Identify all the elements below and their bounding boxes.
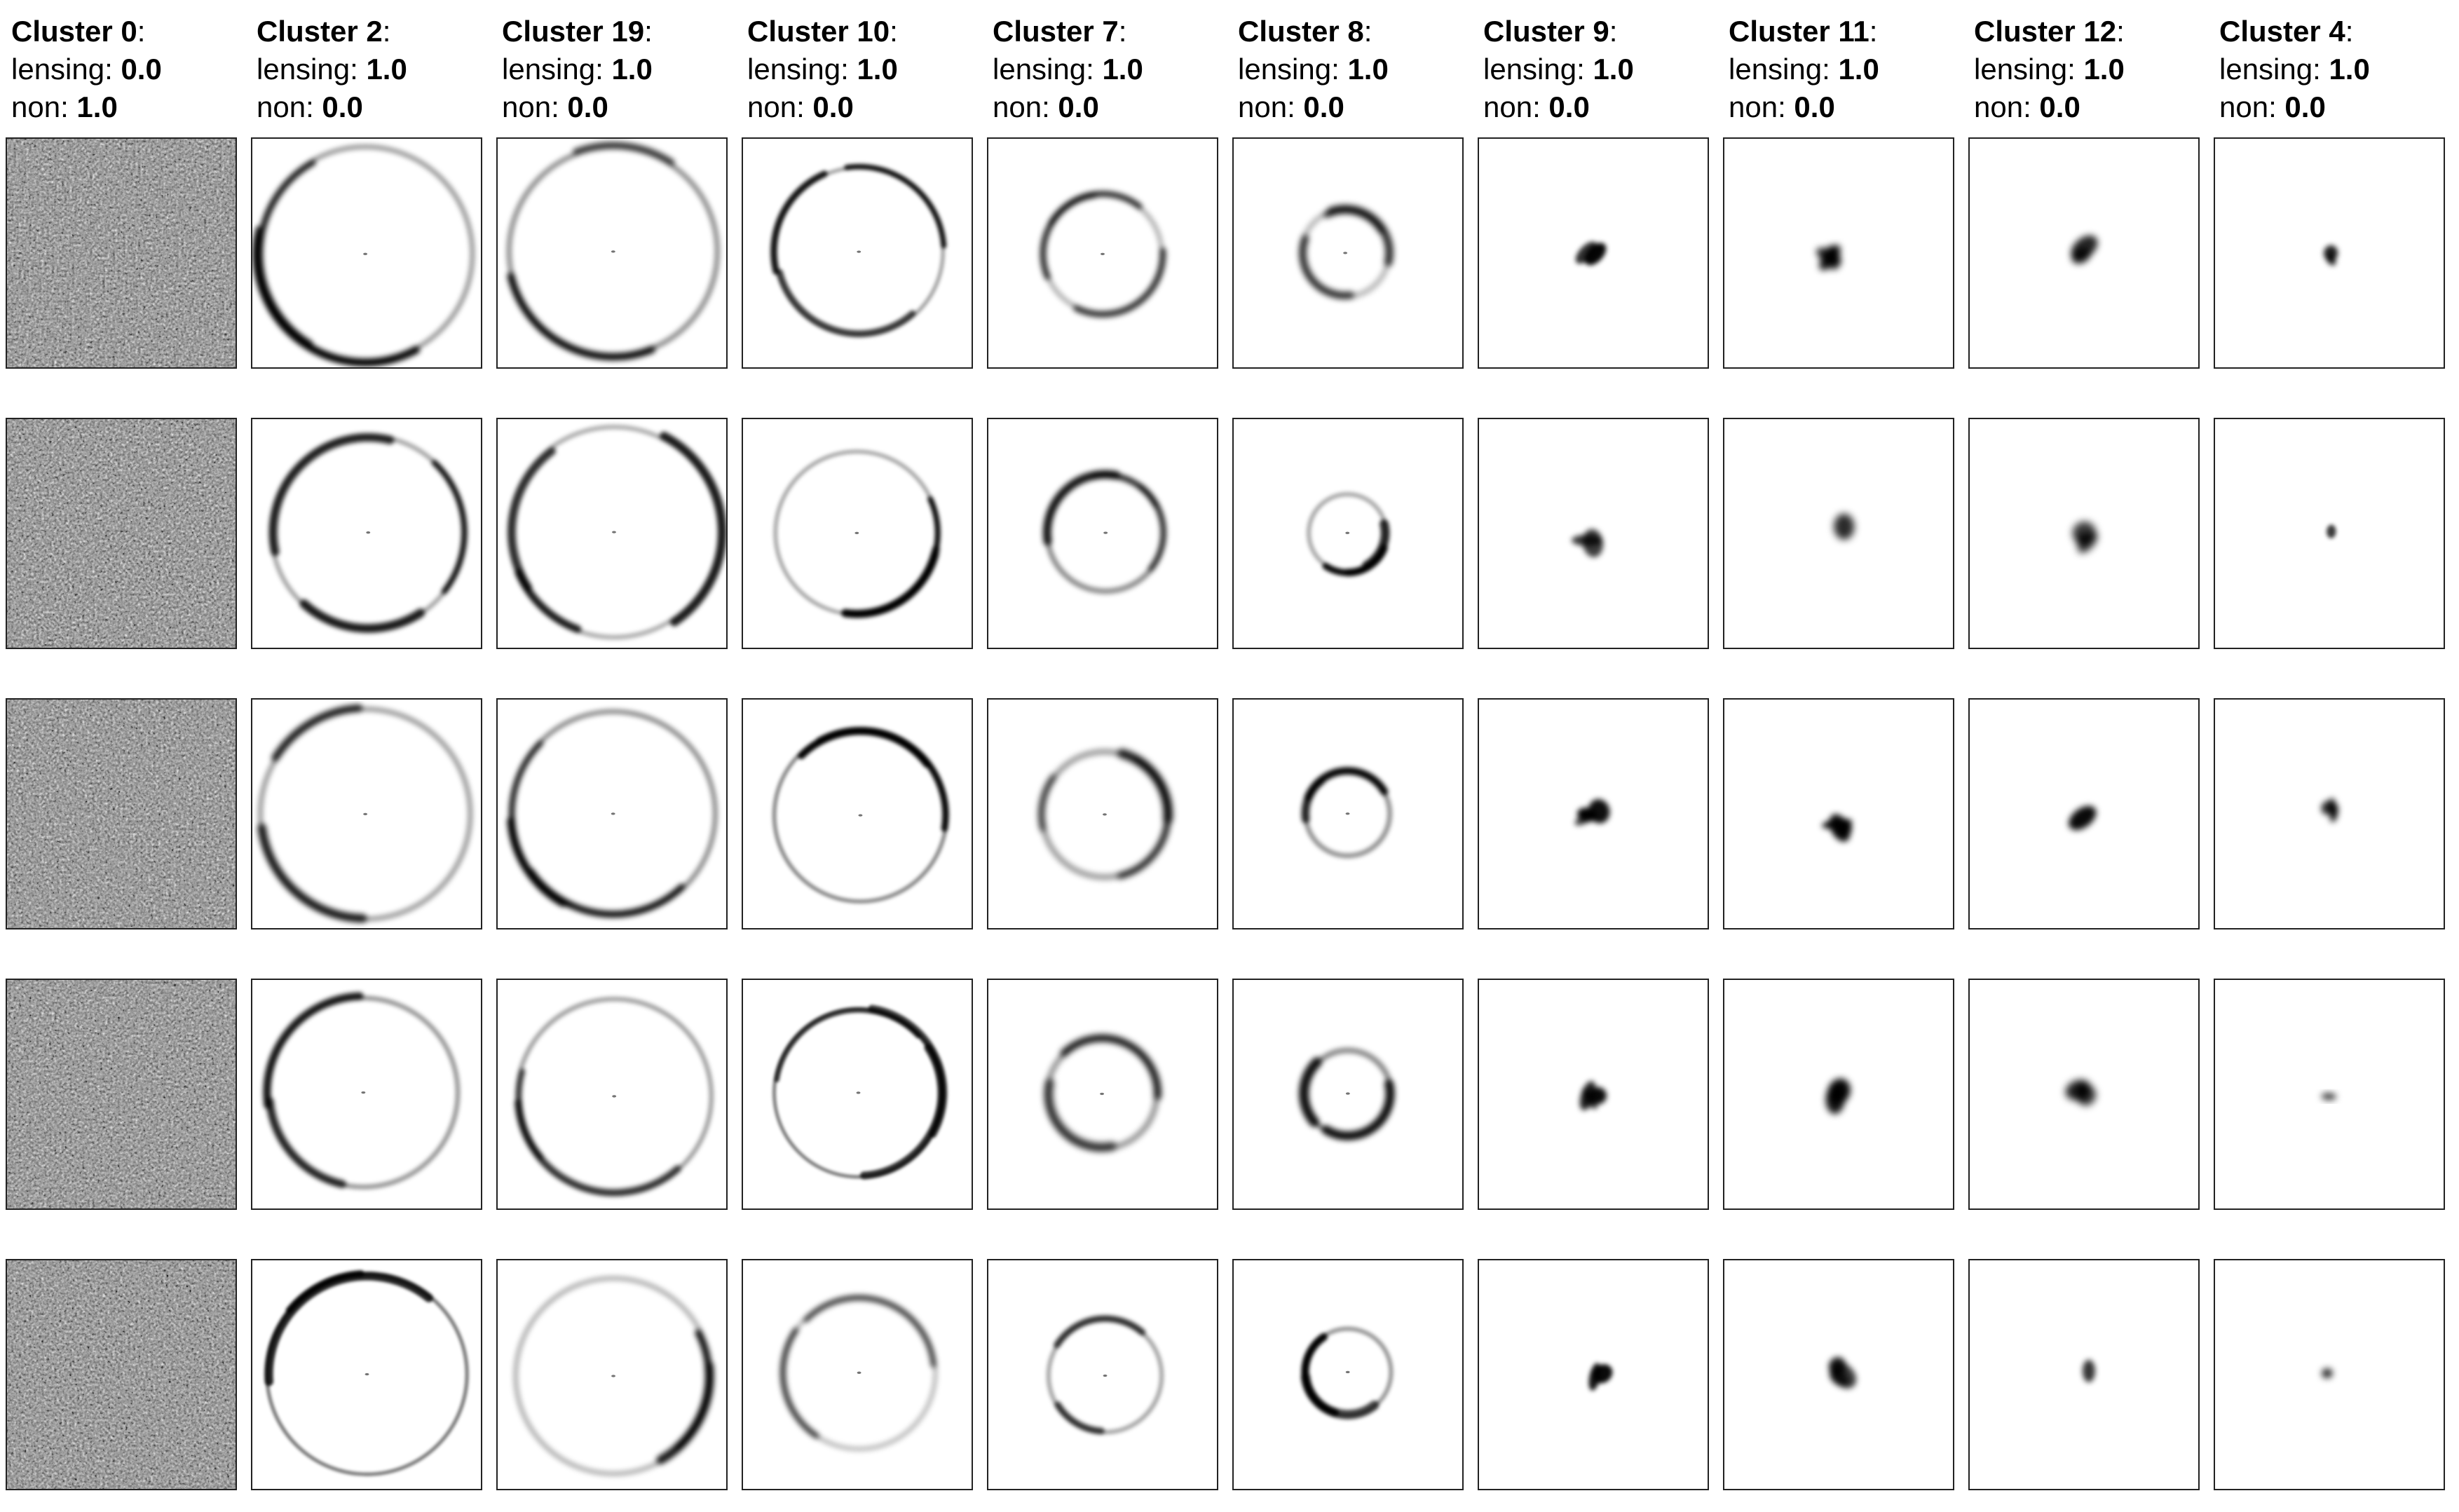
- cluster-header: [257, 13, 407, 126]
- non-lensing-score: non: 0.0: [1238, 90, 1344, 123]
- sample-image-graphic: [498, 700, 726, 928]
- sample-image-graphic: [743, 980, 972, 1208]
- cluster-sample-image: [2214, 979, 2445, 1210]
- cluster-name: Cluster 12: [1974, 15, 2117, 48]
- lensing-score: lensing: 1.0: [1729, 53, 1879, 86]
- cluster-column: [2208, 0, 2442, 1512]
- sample-image-graphic: [1970, 419, 2198, 648]
- sample-image-graphic: [498, 139, 726, 367]
- cluster-column: [736, 0, 970, 1512]
- lensing-value: 1.0: [1102, 53, 1143, 86]
- lensing-score: lensing: 1.0: [1483, 53, 1634, 86]
- lensing-value: 0.0: [121, 53, 162, 86]
- cluster-header: [502, 13, 653, 126]
- cluster-sample-image: [1232, 979, 1464, 1210]
- cluster-header: [993, 13, 1143, 126]
- sample-image-graphic: [1234, 139, 1462, 367]
- sample-image-graphic: [252, 419, 481, 648]
- cluster-title: Cluster 2:: [257, 15, 391, 48]
- cluster-column: [981, 0, 1215, 1512]
- cluster-sample-image: [1968, 137, 2200, 369]
- lensing-value: 1.0: [366, 53, 407, 86]
- cluster-sample-image: [1478, 1259, 1709, 1490]
- cluster-header: [747, 13, 898, 126]
- sample-image-graphic: [743, 700, 972, 928]
- cluster-header: [1974, 13, 2125, 126]
- cluster-column: [0, 0, 234, 1512]
- cluster-header: [11, 13, 162, 126]
- cluster-sample-image: [742, 698, 973, 929]
- cluster-header: [1483, 13, 1634, 126]
- non-lensing-score: non: 0.0: [1729, 90, 1835, 123]
- sample-image-graphic: [252, 980, 481, 1208]
- non-value: 0.0: [2039, 90, 2080, 123]
- cluster-sample-image: [2214, 418, 2445, 649]
- cluster-name: Cluster 2: [257, 15, 383, 48]
- cluster-sample-image: [251, 979, 482, 1210]
- non-value: 0.0: [1794, 90, 1835, 123]
- lensing-score: lensing: 1.0: [2219, 53, 2370, 86]
- cluster-sample-image: [987, 979, 1218, 1210]
- non-lensing-score: non: 0.0: [257, 90, 363, 123]
- cluster-sample-image: [1232, 137, 1464, 369]
- lensing-value: 1.0: [2329, 53, 2370, 86]
- cluster-name: Cluster 0: [11, 15, 137, 48]
- cluster-sample-image: [1723, 979, 1954, 1210]
- cluster-title: Cluster 12:: [1974, 15, 2125, 48]
- cluster-sample-image: [6, 698, 237, 929]
- cluster-sample-image: [1232, 418, 1464, 649]
- lensing-score: lensing: 1.0: [502, 53, 653, 86]
- non-value: 0.0: [1303, 90, 1344, 123]
- sample-image-graphic: [988, 980, 1217, 1208]
- sample-image-graphic: [7, 419, 236, 648]
- cluster-name: Cluster 4: [2219, 15, 2345, 48]
- cluster-title: Cluster 4:: [2219, 15, 2354, 48]
- cluster-column: [1963, 0, 2197, 1512]
- sample-image-graphic: [1724, 139, 1953, 367]
- sample-image-graphic: [2215, 139, 2444, 367]
- sample-image-graphic: [1970, 980, 2198, 1208]
- cluster-header: [1238, 13, 1389, 126]
- cluster-title: Cluster 11:: [1729, 15, 1878, 48]
- cluster-sample-image: [1723, 698, 1954, 929]
- sample-image-graphic: [1479, 139, 1708, 367]
- non-value: 0.0: [1058, 90, 1099, 123]
- cluster-column: [491, 0, 725, 1512]
- cluster-sample-image: [987, 418, 1218, 649]
- cluster-sample-image: [1478, 698, 1709, 929]
- cluster-sample-image: [496, 137, 728, 369]
- cluster-sample-image: [1478, 979, 1709, 1210]
- cluster-sample-image: [1968, 979, 2200, 1210]
- cluster-name: Cluster 19: [502, 15, 645, 48]
- non-lensing-score: non: 0.0: [1483, 90, 1590, 123]
- non-value: 0.0: [567, 90, 608, 123]
- sample-image-graphic: [1234, 700, 1462, 928]
- sample-image-graphic: [1234, 980, 1462, 1208]
- cluster-sample-image: [251, 698, 482, 929]
- cluster-header: [2219, 13, 2370, 126]
- non-lensing-score: non: 1.0: [11, 90, 118, 123]
- sample-image-graphic: [1724, 419, 1953, 648]
- lensing-value: 1.0: [1593, 53, 1634, 86]
- sample-image-graphic: [498, 1260, 726, 1489]
- cluster-sample-image: [496, 698, 728, 929]
- sample-image-graphic: [743, 1260, 972, 1489]
- cluster-sample-image: [742, 1259, 973, 1490]
- cluster-sample-image: [742, 418, 973, 649]
- lensing-value: 1.0: [611, 53, 653, 86]
- sample-image-graphic: [1234, 419, 1462, 648]
- sample-image-graphic: [498, 980, 726, 1208]
- lensing-value: 1.0: [1838, 53, 1879, 86]
- non-lensing-score: non: 0.0: [747, 90, 854, 123]
- cluster-name: Cluster 9: [1483, 15, 1609, 48]
- cluster-sample-image: [2214, 1259, 2445, 1490]
- non-lensing-score: non: 0.0: [1974, 90, 2080, 123]
- lensing-score: lensing: 1.0: [1238, 53, 1389, 86]
- non-lensing-score: non: 0.0: [502, 90, 608, 123]
- sample-image-graphic: [1724, 1260, 1953, 1489]
- cluster-sample-image: [1723, 137, 1954, 369]
- sample-image-graphic: [252, 1260, 481, 1489]
- cluster-name: Cluster 8: [1238, 15, 1364, 48]
- cluster-sample-image: [742, 979, 973, 1210]
- sample-image-graphic: [2215, 980, 2444, 1208]
- cluster-sample-image: [742, 137, 973, 369]
- non-lensing-score: non: 0.0: [993, 90, 1099, 123]
- cluster-column: [1227, 0, 1461, 1512]
- sample-image-graphic: [1724, 980, 1953, 1208]
- cluster-sample-image: [1968, 698, 2200, 929]
- lensing-score: lensing: 1.0: [257, 53, 407, 86]
- non-value: 0.0: [1548, 90, 1590, 123]
- sample-image-graphic: [2215, 700, 2444, 928]
- cluster-sample-image: [1232, 1259, 1464, 1490]
- sample-image-graphic: [7, 139, 236, 367]
- sample-image-graphic: [2215, 1260, 2444, 1489]
- cluster-title: Cluster 10:: [747, 15, 898, 48]
- cluster-title: Cluster 9:: [1483, 15, 1618, 48]
- sample-image-graphic: [1479, 419, 1708, 648]
- lensing-score: lensing: 0.0: [11, 53, 162, 86]
- cluster-name: Cluster 7: [993, 15, 1119, 48]
- cluster-sample-image: [496, 1259, 728, 1490]
- cluster-name: Cluster 10: [747, 15, 890, 48]
- cluster-sample-image: [1478, 418, 1709, 649]
- cluster-sample-image: [2214, 137, 2445, 369]
- sample-image-graphic: [2215, 419, 2444, 648]
- sample-image-graphic: [988, 139, 1217, 367]
- cluster-sample-image: [251, 418, 482, 649]
- sample-image-graphic: [1970, 1260, 2198, 1489]
- cluster-column: [1717, 0, 1951, 1512]
- sample-image-graphic: [7, 980, 236, 1208]
- cluster-title: Cluster 8:: [1238, 15, 1372, 48]
- cluster-sample-image: [1478, 137, 1709, 369]
- sample-image-graphic: [743, 419, 972, 648]
- sample-image-graphic: [1479, 980, 1708, 1208]
- sample-image-graphic: [743, 139, 972, 367]
- lensing-score: lensing: 1.0: [747, 53, 898, 86]
- cluster-sample-image: [1968, 1259, 2200, 1490]
- non-value: 1.0: [76, 90, 118, 123]
- cluster-column: [245, 0, 479, 1512]
- cluster-title: Cluster 19:: [502, 15, 653, 48]
- cluster-sample-image: [6, 418, 237, 649]
- cluster-sample-image: [2214, 698, 2445, 929]
- cluster-sample-image: [6, 979, 237, 1210]
- sample-image-graphic: [988, 700, 1217, 928]
- cluster-sample-image: [1723, 1259, 1954, 1490]
- sample-image-graphic: [988, 1260, 1217, 1489]
- non-lensing-score: non: 0.0: [2219, 90, 2326, 123]
- lensing-score: lensing: 1.0: [1974, 53, 2125, 86]
- sample-image-graphic: [1479, 700, 1708, 928]
- sample-image-graphic: [988, 419, 1217, 648]
- sample-image-graphic: [7, 700, 236, 928]
- sample-image-graphic: [498, 419, 726, 648]
- cluster-title: Cluster 7:: [993, 15, 1127, 48]
- sample-image-graphic: [1479, 1260, 1708, 1489]
- cluster-title: Cluster 0:: [11, 15, 146, 48]
- sample-image-graphic: [1970, 139, 2198, 367]
- cluster-sample-image: [496, 979, 728, 1210]
- cluster-sample-image: [987, 1259, 1218, 1490]
- sample-image-graphic: [252, 139, 481, 367]
- lensing-value: 1.0: [2083, 53, 2125, 86]
- non-value: 0.0: [2284, 90, 2326, 123]
- lensing-value: 1.0: [1347, 53, 1389, 86]
- cluster-sample-image: [496, 418, 728, 649]
- cluster-sample-image: [987, 698, 1218, 929]
- cluster-sample-image: [987, 137, 1218, 369]
- sample-image-graphic: [1234, 1260, 1462, 1489]
- cluster-header: [1729, 13, 1879, 126]
- sample-image-graphic: [7, 1260, 236, 1489]
- non-value: 0.0: [812, 90, 854, 123]
- non-value: 0.0: [322, 90, 363, 123]
- lensing-score: lensing: 1.0: [993, 53, 1143, 86]
- cluster-sample-image: [1723, 418, 1954, 649]
- cluster-sample-image: [6, 137, 237, 369]
- sample-image-graphic: [1970, 700, 2198, 928]
- cluster-sample-image: [1968, 418, 2200, 649]
- cluster-name: Cluster 11: [1729, 15, 1869, 48]
- lensing-value: 1.0: [857, 53, 898, 86]
- cluster-column: [1472, 0, 1706, 1512]
- cluster-sample-image: [6, 1259, 237, 1490]
- sample-image-graphic: [252, 700, 481, 928]
- cluster-sample-image: [251, 137, 482, 369]
- sample-image-graphic: [1724, 700, 1953, 928]
- cluster-sample-image: [251, 1259, 482, 1490]
- cluster-sample-image: [1232, 698, 1464, 929]
